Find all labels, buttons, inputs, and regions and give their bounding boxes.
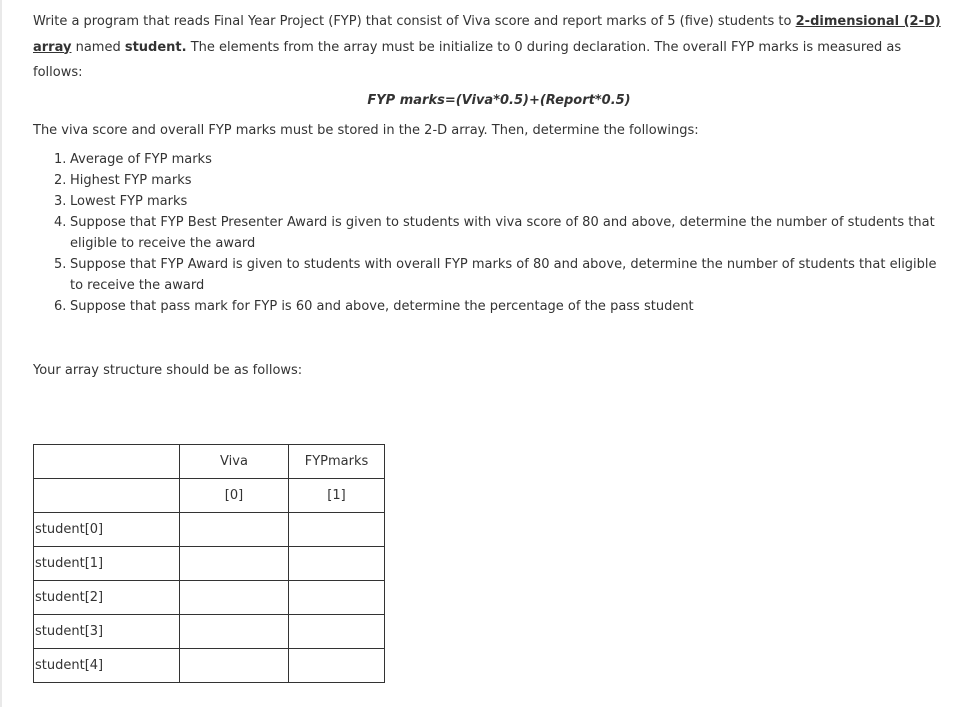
task-text: Suppose that pass mark for FYP is 60 and above, determine the percentage of the pass student (70, 298, 694, 314)
task-item (33, 191, 945, 212)
table-row (34, 581, 385, 615)
task-number: 2. (54, 172, 67, 188)
task-text: Suppose that FYP Award is given to students with overall FYP marks of 80 and above, determine the number of students that eligible to receive the award (70, 256, 937, 293)
fypmarks-cell (289, 649, 385, 683)
instruction-sentence: The viva score and overall FYP marks must be stored in the 2-D array. Then, determine the followings: (33, 122, 699, 138)
task-item (33, 170, 945, 191)
question-content (33, 9, 945, 381)
structure-text: Your array structure should be as follows: (33, 362, 303, 378)
table-row (34, 513, 385, 547)
task-number: 5. (54, 256, 67, 272)
task-text: Suppose that FYP Best Presenter Award is given to students with viva score of 80 and above, determine the number of students that eligible to receive the award (70, 214, 935, 251)
array-structure-table (33, 444, 385, 683)
table-header-row (34, 445, 385, 479)
header-cell-viva: Viva (180, 445, 289, 479)
intro-part2: named (71, 39, 125, 55)
array-link[interactable]: 2-dimensional (2-D) array (33, 14, 941, 55)
index-cell-1: [1] (289, 479, 385, 513)
row-label: student[2] (34, 581, 180, 615)
task-text: Average of FYP marks (70, 151, 212, 167)
task-list (33, 149, 945, 317)
task-text: Lowest FYP marks (70, 193, 188, 209)
table-row (34, 615, 385, 649)
header-cell-fypmarks: FYPmarks (289, 445, 385, 479)
viva-cell (180, 615, 289, 649)
row-label: student[3] (34, 615, 180, 649)
task-item (33, 296, 945, 317)
table-row (34, 649, 385, 683)
task-number: 3. (54, 193, 67, 209)
fypmarks-cell (289, 513, 385, 547)
row-label: student[4] (34, 649, 180, 683)
task-item (33, 212, 945, 254)
task-number: 1. (54, 151, 67, 167)
viva-cell (180, 513, 289, 547)
fyp-formula: FYP marks=(Viva*0.5)+(Report*0.5) (367, 92, 631, 108)
row-label: student[0] (34, 513, 180, 547)
intro-paragraph (33, 9, 945, 86)
index-cell-empty (34, 479, 180, 513)
intro-part1: Write a program that reads Final Year Project (FYP) that consist of Viva score and report marks of 5 (five) students to (33, 14, 796, 29)
intro-part3: The elements from the array must be initialize to 0 during declaration. The overall FYP marks is measured as follows: (33, 39, 902, 80)
task-text: Highest FYP marks (70, 172, 192, 188)
index-cell-0: [0] (180, 479, 289, 513)
row-label: student[1] (34, 547, 180, 581)
task-item (33, 254, 945, 296)
fypmarks-cell (289, 581, 385, 615)
table-row (34, 547, 385, 581)
header-cell-empty (34, 445, 180, 479)
task-number: 6. (54, 298, 67, 314)
task-number: 4. (54, 214, 67, 230)
page-left-edge (0, 0, 2, 707)
viva-cell (180, 547, 289, 581)
array-name: student. (124, 39, 187, 55)
task-item (33, 149, 945, 170)
viva-cell (180, 649, 289, 683)
fypmarks-cell (289, 615, 385, 649)
table-index-row (34, 479, 385, 513)
viva-cell (180, 581, 289, 615)
fypmarks-cell (289, 547, 385, 581)
